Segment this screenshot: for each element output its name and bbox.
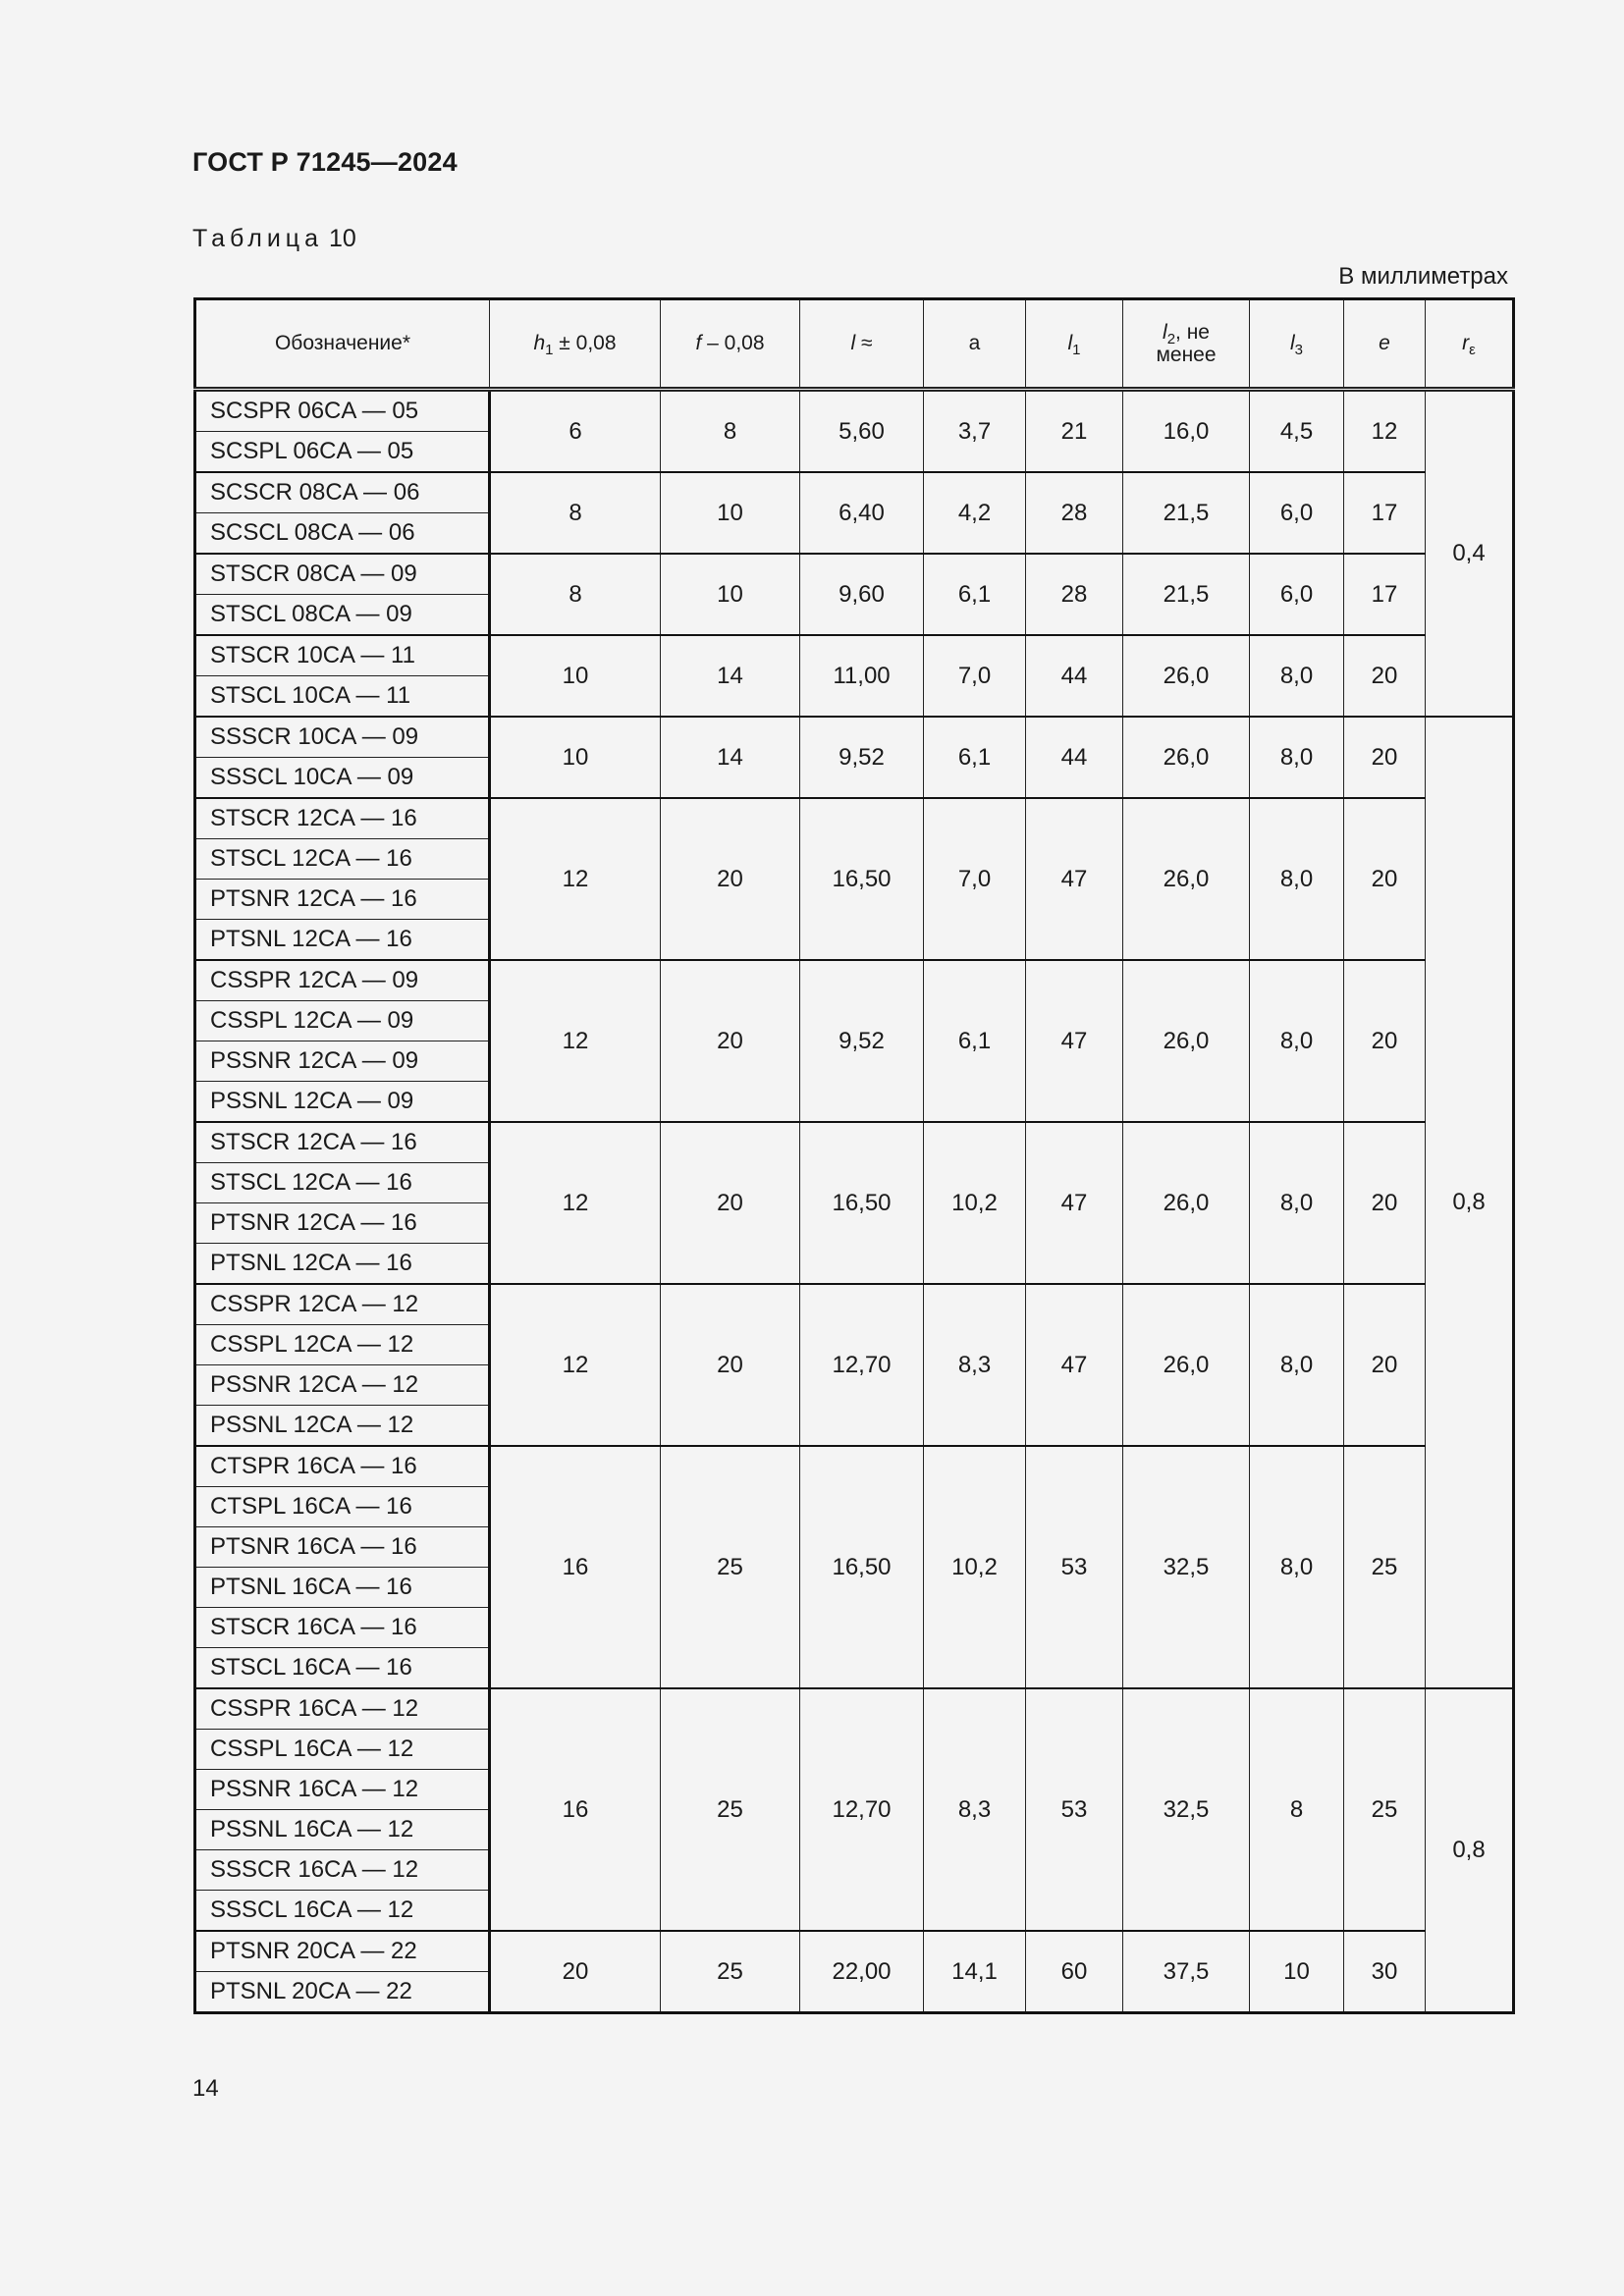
value-cell-e: 25 — [1344, 1446, 1426, 1688]
value-cell-l1: 44 — [1026, 635, 1123, 717]
value-cell-h1: 12 — [490, 960, 661, 1122]
designation-cell: CTSPR 16CA — 16 — [195, 1446, 490, 1487]
value-cell-l2: 37,5 — [1123, 1931, 1250, 2013]
value-cell-f: 14 — [661, 717, 800, 798]
value-cell-h1: 8 — [490, 554, 661, 635]
designation-cell: PSSNL 16CA — 12 — [195, 1810, 490, 1850]
value-cell-l2: 16,0 — [1123, 390, 1250, 473]
page-number: 14 — [192, 2075, 219, 2102]
value-cell-h1: 10 — [490, 635, 661, 717]
col-header-l2: $l_2$, не менее — [1123, 299, 1250, 390]
designation-cell: STSCL 12CA — 16 — [195, 839, 490, 880]
col-header-f: f – 0,08 — [661, 299, 800, 390]
designation-cell: PSSNL 12CA — 09 — [195, 1082, 490, 1123]
value-cell-l1: 28 — [1026, 554, 1123, 635]
designation-cell: PSSNR 12CA — 12 — [195, 1365, 490, 1406]
value-cell-a: 7,0 — [924, 798, 1026, 960]
value-cell-l2: 32,5 — [1123, 1446, 1250, 1688]
value-cell-l2: 26,0 — [1123, 1284, 1250, 1446]
value-cell-l3: 6,0 — [1250, 472, 1344, 554]
value-cell-l2: 26,0 — [1123, 1122, 1250, 1284]
value-cell-f: 20 — [661, 1284, 800, 1446]
value-cell-h1: 6 — [490, 390, 661, 473]
value-cell-e: 20 — [1344, 635, 1426, 717]
value-cell-l1: 44 — [1026, 717, 1123, 798]
value-cell-l3: 8,0 — [1250, 1122, 1344, 1284]
table-row — [195, 1446, 1514, 1487]
value-cell-l: 12,70 — [800, 1284, 924, 1446]
value-cell-l1: 47 — [1026, 960, 1123, 1122]
value-cell-l2: 21,5 — [1123, 554, 1250, 635]
value-cell-a: 6,1 — [924, 717, 1026, 798]
value-cell-f: 10 — [661, 554, 800, 635]
designation-cell: PTSNL 16CA — 16 — [195, 1568, 490, 1608]
value-cell-h1: 16 — [490, 1446, 661, 1688]
value-cell-l3: 8,0 — [1250, 717, 1344, 798]
designation-cell: CSSPR 12CA — 12 — [195, 1284, 490, 1325]
value-cell-l3: 8,0 — [1250, 635, 1344, 717]
value-cell-h1: 12 — [490, 1284, 661, 1446]
value-cell-l2: 26,0 — [1123, 798, 1250, 960]
table-caption-label: Таблица — [192, 225, 324, 252]
table-row — [195, 472, 1514, 513]
value-cell-l3: 8 — [1250, 1688, 1344, 1931]
value-cell-l3: 8,0 — [1250, 1446, 1344, 1688]
value-cell-f: 20 — [661, 798, 800, 960]
designation-cell: CSSPL 12CA — 12 — [195, 1325, 490, 1365]
value-cell-l3: 8,0 — [1250, 798, 1344, 960]
value-cell-l: 9,60 — [800, 554, 924, 635]
designation-cell: SSSCL 10CA — 09 — [195, 758, 490, 799]
table-row — [195, 554, 1514, 595]
value-cell-e: 25 — [1344, 1688, 1426, 1931]
value-cell-h1: 16 — [490, 1688, 661, 1931]
table-header-row — [195, 299, 1514, 390]
value-cell-l3: 8,0 — [1250, 1284, 1344, 1446]
table-caption — [192, 225, 356, 253]
value-cell-l1: 47 — [1026, 798, 1123, 960]
value-cell-e: 20 — [1344, 717, 1426, 798]
value-cell-l1: 53 — [1026, 1688, 1123, 1931]
table-row — [195, 1122, 1514, 1163]
value-cell-l2: 32,5 — [1123, 1688, 1250, 1931]
value-cell-e: 12 — [1344, 390, 1426, 473]
col-header-l: l ≈ — [800, 299, 924, 390]
designation-cell: SCSPL 06CA — 05 — [195, 432, 490, 473]
value-cell-l: 9,52 — [800, 960, 924, 1122]
value-cell-l: 6,40 — [800, 472, 924, 554]
designation-cell: PTSNR 12CA — 16 — [195, 880, 490, 920]
table-row — [195, 390, 1514, 432]
value-cell-f: 14 — [661, 635, 800, 717]
table-body — [195, 390, 1514, 2013]
designation-cell: CTSPL 16CA — 16 — [195, 1487, 490, 1527]
value-cell-h1: 12 — [490, 1122, 661, 1284]
value-cell-e: 20 — [1344, 798, 1426, 960]
value-cell-l: 16,50 — [800, 1122, 924, 1284]
value-cell-l1: 47 — [1026, 1122, 1123, 1284]
designation-cell: STSCR 16CA — 16 — [195, 1608, 490, 1648]
value-cell-f: 20 — [661, 960, 800, 1122]
designation-cell: SCSCR 08CA — 06 — [195, 472, 490, 513]
value-cell-e: 20 — [1344, 1122, 1426, 1284]
value-cell-l2: 26,0 — [1123, 717, 1250, 798]
value-cell-l2: 21,5 — [1123, 472, 1250, 554]
value-cell-r-epsilon: 0,8 — [1426, 1688, 1514, 2013]
value-cell-l1: 21 — [1026, 390, 1123, 473]
value-cell-l1: 47 — [1026, 1284, 1123, 1446]
value-cell-a: 4,2 — [924, 472, 1026, 554]
value-cell-a: 14,1 — [924, 1931, 1026, 2013]
value-cell-l: 11,00 — [800, 635, 924, 717]
designation-cell: SSSCR 10CA — 09 — [195, 717, 490, 758]
table-row — [195, 1284, 1514, 1325]
value-cell-a: 6,1 — [924, 960, 1026, 1122]
value-cell-l2: 26,0 — [1123, 635, 1250, 717]
value-cell-l: 5,60 — [800, 390, 924, 473]
value-cell-r-epsilon: 0,4 — [1426, 390, 1514, 718]
table-units: В миллиметрах — [1338, 263, 1508, 290]
value-cell-l: 16,50 — [800, 1446, 924, 1688]
designation-cell: CSSPL 12CA — 09 — [195, 1001, 490, 1041]
table-row — [195, 717, 1514, 758]
value-cell-l: 9,52 — [800, 717, 924, 798]
designation-cell: STSCR 12CA — 16 — [195, 798, 490, 839]
value-cell-h1: 20 — [490, 1931, 661, 2013]
designation-cell: PTSNL 12CA — 16 — [195, 1244, 490, 1285]
value-cell-r-epsilon: 0,8 — [1426, 717, 1514, 1688]
designation-cell: PSSNL 12CA — 12 — [195, 1406, 490, 1447]
value-cell-h1: 10 — [490, 717, 661, 798]
value-cell-l1: 60 — [1026, 1931, 1123, 2013]
value-cell-l: 16,50 — [800, 798, 924, 960]
value-cell-a: 7,0 — [924, 635, 1026, 717]
table-number: 10 — [329, 225, 356, 252]
document-header: ГОСТ Р 71245—2024 — [192, 147, 458, 177]
designation-cell: CSSPR 16CA — 12 — [195, 1688, 490, 1730]
table-row — [195, 798, 1514, 839]
value-cell-a: 8,3 — [924, 1688, 1026, 1931]
col-header-a: a — [924, 299, 1026, 390]
designation-cell: STSCR 08CA — 09 — [195, 554, 490, 595]
value-cell-e: 30 — [1344, 1931, 1426, 2013]
value-cell-l3: 10 — [1250, 1931, 1344, 2013]
value-cell-l3: 6,0 — [1250, 554, 1344, 635]
value-cell-e: 20 — [1344, 960, 1426, 1122]
designation-cell: SSSCL 16CA — 12 — [195, 1891, 490, 1932]
value-cell-l2: 26,0 — [1123, 960, 1250, 1122]
designation-cell: PSSNR 12CA — 09 — [195, 1041, 490, 1082]
value-cell-e: 17 — [1344, 472, 1426, 554]
value-cell-a: 6,1 — [924, 554, 1026, 635]
value-cell-e: 17 — [1344, 554, 1426, 635]
col-header-r-epsilon: $r_\varepsilon$ — [1426, 299, 1514, 390]
designation-cell: STSCL 12CA — 16 — [195, 1163, 490, 1203]
value-cell-f: 20 — [661, 1122, 800, 1284]
designation-cell: STSCR 12CA — 16 — [195, 1122, 490, 1163]
value-cell-e: 20 — [1344, 1284, 1426, 1446]
value-cell-f: 25 — [661, 1931, 800, 2013]
value-cell-l1: 53 — [1026, 1446, 1123, 1688]
value-cell-f: 25 — [661, 1688, 800, 1931]
col-header-l3: $l_3$ — [1250, 299, 1344, 390]
value-cell-a: 10,2 — [924, 1122, 1026, 1284]
value-cell-a: 8,3 — [924, 1284, 1026, 1446]
table-row — [195, 1688, 1514, 1730]
designation-cell: STSCL 16CA — 16 — [195, 1648, 490, 1689]
designation-cell: PTSNL 12CA — 16 — [195, 920, 490, 961]
designation-cell: PTSNR 12CA — 16 — [195, 1203, 490, 1244]
col-header-h1: $h_1 \pm 0,08$ — [490, 299, 661, 390]
designation-cell: STSCL 08CA — 09 — [195, 595, 490, 636]
value-cell-l: 12,70 — [800, 1688, 924, 1931]
value-cell-a: 3,7 — [924, 390, 1026, 473]
designation-cell: CSSPL 16CA — 12 — [195, 1730, 490, 1770]
value-cell-f: 10 — [661, 472, 800, 554]
value-cell-l3: 4,5 — [1250, 390, 1344, 473]
col-header-designation: Обозначение* — [195, 299, 490, 390]
designation-cell: PSSNR 16CA — 12 — [195, 1770, 490, 1810]
col-header-l1: $l_1$ — [1026, 299, 1123, 390]
value-cell-f: 8 — [661, 390, 800, 473]
col-header-e: e — [1344, 299, 1426, 390]
dimensions-table — [193, 297, 1515, 2014]
designation-cell: STSCR 10CA — 11 — [195, 635, 490, 676]
value-cell-h1: 8 — [490, 472, 661, 554]
designation-cell: PTSNR 20CA — 22 — [195, 1931, 490, 1972]
designation-cell: CSSPR 12CA — 09 — [195, 960, 490, 1001]
table-row — [195, 635, 1514, 676]
value-cell-a: 10,2 — [924, 1446, 1026, 1688]
designation-cell: SCSPR 06CA — 05 — [195, 390, 490, 432]
designation-cell: PTSNL 20CA — 22 — [195, 1972, 490, 2013]
value-cell-l1: 28 — [1026, 472, 1123, 554]
designation-cell: STSCL 10CA — 11 — [195, 676, 490, 718]
designation-cell: SCSCL 08CA — 06 — [195, 513, 490, 555]
value-cell-l: 22,00 — [800, 1931, 924, 2013]
table-row — [195, 960, 1514, 1001]
table-row — [195, 1931, 1514, 1972]
value-cell-l3: 8,0 — [1250, 960, 1344, 1122]
value-cell-f: 25 — [661, 1446, 800, 1688]
designation-cell: PTSNR 16CA — 16 — [195, 1527, 490, 1568]
designation-cell: SSSCR 16CA — 12 — [195, 1850, 490, 1891]
value-cell-h1: 12 — [490, 798, 661, 960]
